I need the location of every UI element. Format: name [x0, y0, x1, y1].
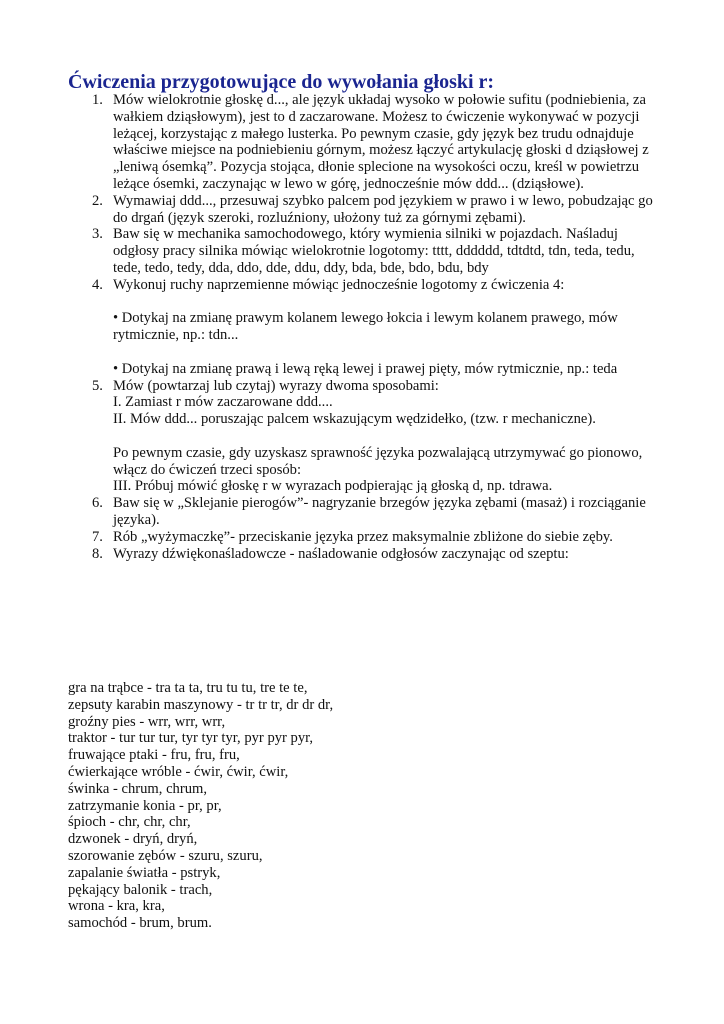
sound-line: pękający balonik - trach, [68, 881, 213, 898]
exercise-item-3 [0, 226, 724, 276]
sound-line: groźny pies - wrr, wrr, wrr, [68, 713, 226, 730]
exercise-text: Mów wielokrotnie głoskę d..., ale język układaj wysoko w połowie sufitu (podniebienia, za wałkiem dziąsłowym), jest to d zaczarowane. Możesz to ćwiczenie wykonywać w pozycji leżącej, korzystając z małego lusterka. Po pewnym czasie, gdy język bez trudu odnajduje właściwe miejsce na podniebieniu górnym, możesz łączyć artykulację głoski d dziąsłowej z „leniwą ósemką”. Pozycja stojąca, dłonie splecione na wysokości oczu, kreśl w powietrzu leżące ósemki, zaczynając w lewo w górę, jednocześnie mów ddd... (dziąsłowe). [113, 92, 649, 192]
exercise-text: Baw się w „Sklejanie pierogów”- nagryzanie brzegów języka zębami (masaż) i rozciąganie języka). [113, 495, 646, 528]
exercise-item-2 [0, 193, 724, 227]
exercise-text: Wyrazy dźwiękonaśladowcze - naśladowanie odgłosów zaczynając od szeptu: [113, 545, 569, 562]
sound-line: dzwonek - dryń, dryń, [68, 831, 198, 848]
sound-line: zepsuty karabin maszynowy - tr tr tr, dr dr dr, [68, 696, 334, 713]
exercise-item-1 [0, 92, 724, 193]
exercise-text: Mów (powtarzaj lub czytaj) wyrazy dwoma sposobami: I. Zamiast r mów zaczarowane ddd.... II. Mów ddd... poruszając palcem wskazującym wędzidełko, (tzw. r mechaniczne). [113, 377, 596, 428]
exercise-bullet: • Dotykaj na zmianę prawą i lewą ręką lewej i prawej pięty, mów rytmicznie, np.: teda [113, 360, 618, 377]
exercise-item-4 [0, 277, 724, 378]
sound-line: szorowanie zębów - szuru, szuru, [68, 847, 263, 864]
sound-line: samochód - brum, brum. [68, 915, 212, 932]
sound-line: fruwające ptaki - fru, fru, fru, [68, 747, 240, 764]
exercise-text: Baw się w mechanika samochodowego, który wymienia silniki w pojazdach. Naśladuj odgłosy pracy silnika mówiąc wielokrotnie logotomy: tttt, dddddd, tdtdtd, tdn, teda, tedu, tede, tedo, tedy, dda, ddo, dde, ddu, ddy, bda, bde, bdo, bdu, bdy [113, 226, 635, 276]
exercise-item-8 [0, 546, 724, 563]
exercise-text: Rób „wyżymaczkę”- przeciskanie języka przez maksymalnie zbliżone do siebie zęby. [113, 528, 613, 545]
exercise-text: Wymawiaj ddd..., przesuwaj szybko palcem pod językiem w prawo i w lewo, pobudzając go do drgań (język szeroki, rozluźniony, ułożony tuż za górnymi zębami). [113, 192, 653, 226]
sound-line: zapalanie światła - pstryk, [68, 864, 221, 881]
exercise-number: 5. [92, 377, 103, 394]
sound-line: zatrzymanie konia - pr, pr, [68, 797, 222, 814]
sound-line: ćwierkające wróble - ćwir, ćwir, ćwir, [68, 763, 289, 780]
sound-line: śpioch - chr, chr, chr, [68, 814, 191, 831]
exercise-item-5 [0, 378, 724, 496]
exercise-text: Wykonuj ruchy naprzemienne mówiąc jednocześnie logotomy z ćwiczenia 4: [113, 276, 565, 293]
exercise-item-6 [0, 495, 724, 529]
exercise-number: 3. [92, 226, 103, 243]
sound-line: traktor - tur tur tur, tyr tyr tyr, pyr pyr pyr, [68, 730, 314, 747]
exercise-item-7 [0, 529, 724, 546]
exercise-number: 6. [92, 495, 103, 512]
page-title: Ćwiczenia przygotowujące do wywołania głoski r: [68, 71, 495, 93]
exercise-number: 7. [92, 528, 103, 545]
sound-line: wrona - kra, kra, [68, 898, 165, 915]
exercise-list [0, 92, 724, 562]
exercise-bullet: • Dotykaj na zmianę prawym kolanem lewego łokcia i lewym kolanem prawego, mów rytmicznie, np.: tdn... [113, 310, 618, 344]
exercise-number: 1. [92, 92, 103, 108]
exercise-number: 2. [92, 192, 103, 209]
sound-line: świnka - chrum, chrum, [68, 780, 208, 797]
sound-list [68, 680, 333, 932]
exercise-number: 4. [92, 276, 103, 293]
exercise-text: Po pewnym czasie, gdy uzyskasz sprawność języka pozwalającą utrzymywać go pionowo, włącz do ćwiczeń trzeci sposób: III. Próbuj mówić głoskę r w wyrazach podpierając ją głoską d, np. tdrawa. [113, 444, 643, 495]
sound-line: gra na trąbce - tra ta ta, tru tu tu, tre te te, [68, 680, 308, 696]
exercise-number: 8. [92, 545, 103, 562]
